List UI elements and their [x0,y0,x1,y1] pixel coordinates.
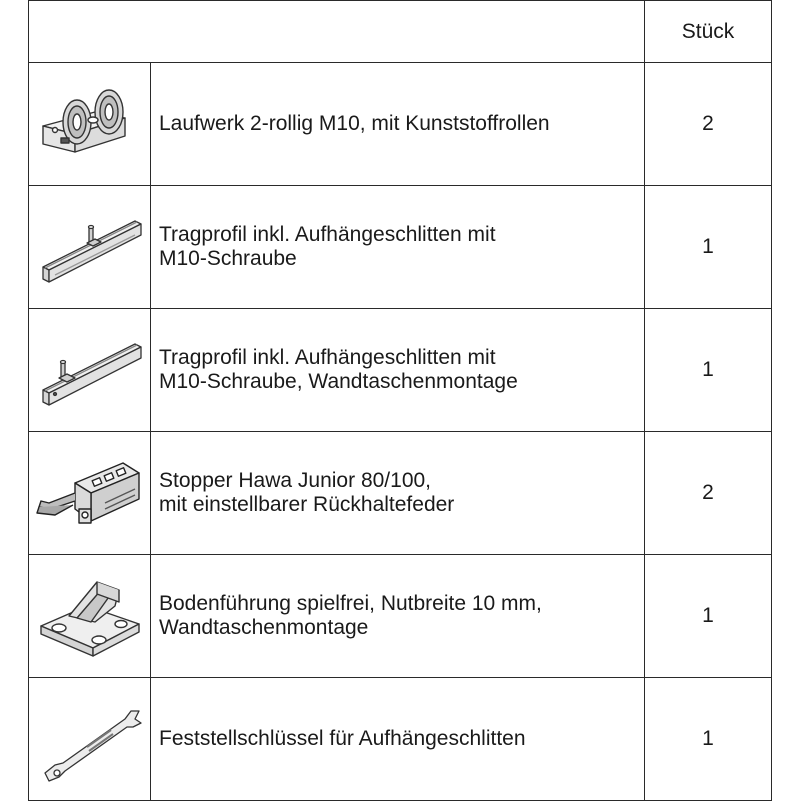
part-qty-cell: 2 [645,63,772,186]
part-description-cell [151,309,645,432]
part-qty-cell: 1 [645,678,772,801]
part-description-line: Tragprofil inkl. Aufhängeschlitten mit [159,346,496,369]
wrench-icon [35,689,145,789]
part-description-cell [151,432,645,555]
part-image-cell [29,63,151,186]
table-row [29,309,772,432]
header-qty-cell: Stück [645,1,772,63]
floor-guide-icon [35,566,145,666]
part-description-line: M10-Schraube [159,247,297,270]
part-qty-cell: 1 [645,309,772,432]
table-header-row [29,1,772,63]
part-image-cell [29,186,151,309]
support-profile-icon [35,197,145,297]
part-description-line: Wandtaschenmontage [159,616,369,639]
part-description-cell [151,186,645,309]
part-image-cell [29,555,151,678]
part-description-line: Bodenführung spielfrei, Nutbreite 10 mm, [159,592,542,615]
support-profile-wall-icon [35,320,145,420]
table-row [29,63,772,186]
part-description-line: Stopper Hawa Junior 80/100, [159,469,432,492]
table-row [29,555,772,678]
header-empty-cell [29,1,645,63]
part-description-line: Laufwerk 2-rollig M10, mit Kunststoffrollen [159,112,550,135]
part-description-line: Feststellschlüssel für Aufhängeschlitten [159,727,526,750]
stopper-icon [35,443,145,543]
part-image-cell [29,678,151,801]
table-row [29,186,772,309]
part-qty-cell: 2 [645,432,772,555]
roller-carriage-icon [35,74,145,174]
part-description-line: M10-Schraube, Wandtaschenmontage [159,370,518,393]
part-description-cell [151,63,645,186]
parts-list-table [28,0,772,801]
table-row [29,678,772,801]
part-qty-cell: 1 [645,555,772,678]
part-image-cell [29,432,151,555]
part-description-line: Tragprofil inkl. Aufhängeschlitten mit [159,223,496,246]
part-description-cell [151,678,645,801]
part-description-line: mit einstellbarer Rückhaltefeder [159,493,455,516]
part-image-cell [29,309,151,432]
table-row [29,432,772,555]
part-description-cell [151,555,645,678]
part-qty-cell: 1 [645,186,772,309]
